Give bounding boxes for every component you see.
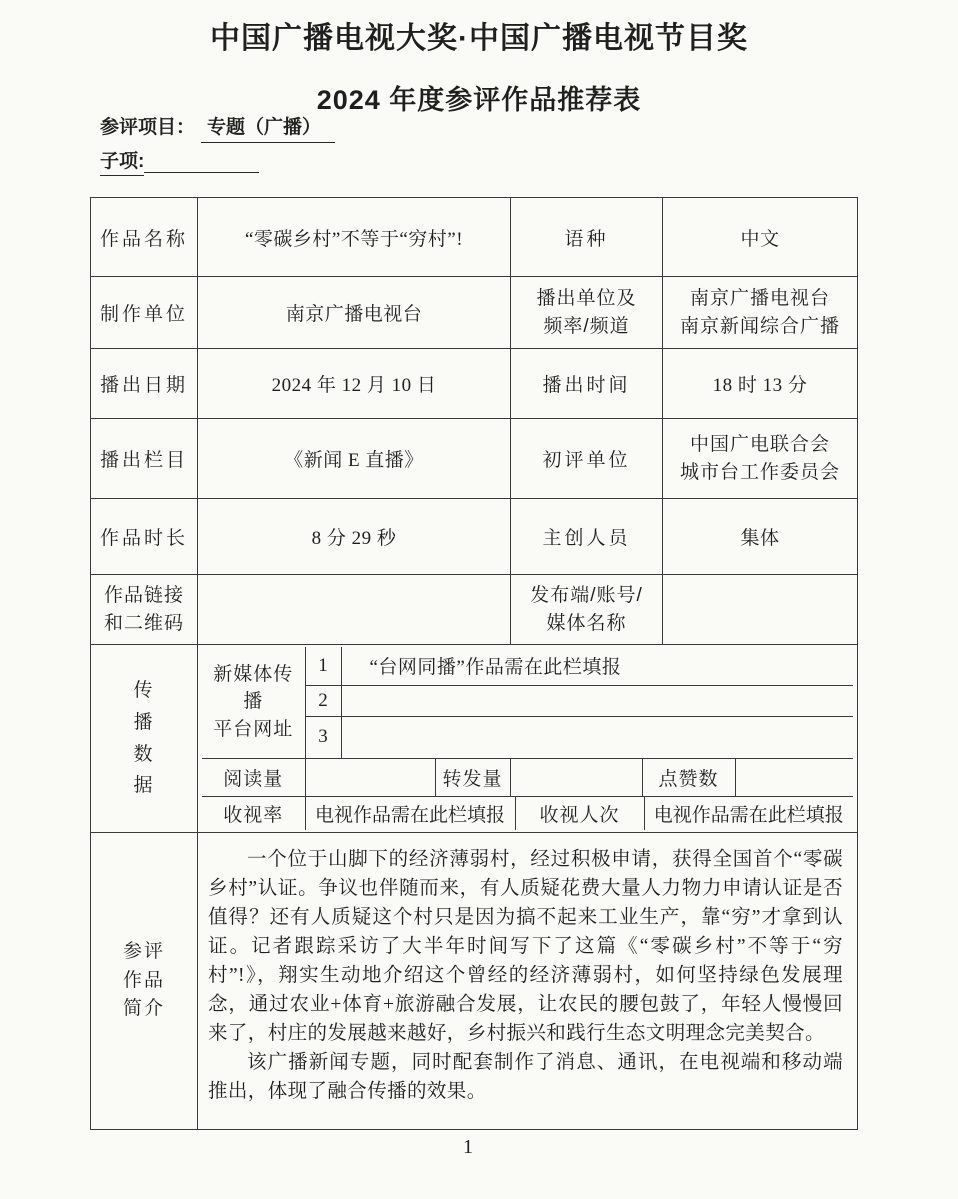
summary-text-cell <box>198 833 858 1130</box>
entry-category-line <box>100 112 335 143</box>
publish-account-label-line1: 发布端/账号/ <box>530 584 643 606</box>
creators-value: 集体 <box>663 499 858 575</box>
metrics-row <box>202 759 853 797</box>
page-number: 1 <box>463 1136 473 1158</box>
work-link-value <box>198 575 511 645</box>
url-row-1-value: “台网同播”作品需在此栏填报 <box>341 647 853 685</box>
forward-count-label: 转发量 <box>435 759 510 797</box>
broadcast-unit-label-line2: 频率/频道 <box>543 315 630 337</box>
broadcast-unit-value-line1: 南京广播电视台 <box>689 287 830 309</box>
read-count-label: 阅读量 <box>202 759 305 797</box>
summary-paragraph-1: 一个位于山脚下的经济薄弱村，经过积极申请，获得全国首个“零碳乡村”认证。争议也伴随而来，有人质疑花费大量人力物力申请认证是否值得？还有人质疑这个村只是因为搞不起来工业生产，靠“穷”才拿到认证。记者跟踪采访了大半年时间写下了这篇《“零碳乡村”不等于“穷村”!》，翔实生动地介绍这个曾经的经济薄弱村，如何坚持绿色发展理念，通过农业+体育+旅游融合发展，让农民的腰包鼓了，年轻人慢慢回来了，村庄的发展越来越好，乡村振兴和践行生态文明理念完美契合。 <box>208 849 843 1044</box>
url-row-2-number: 2 <box>305 685 341 716</box>
new-media-url-label <box>202 647 305 758</box>
summary-section-label: 参评作品简介 <box>91 833 198 1130</box>
language-value: 中文 <box>663 198 858 277</box>
subitem-line <box>100 146 259 173</box>
url-row-1 <box>202 647 853 685</box>
entry-category-value: 专题（广播） <box>201 112 335 143</box>
row-work-title <box>91 198 858 277</box>
broadcast-unit-value-line2: 南京新闻综合广播 <box>679 315 840 337</box>
broadcast-unit-label-line1: 播出单位及 <box>536 287 637 309</box>
work-link-label-line2: 和二维码 <box>103 612 184 634</box>
publish-account-label-line2: 媒体名称 <box>546 612 627 634</box>
program-label: 播出栏目 <box>91 419 198 499</box>
publish-account-label <box>511 575 663 645</box>
initial-review-value-line2: 城市台工作委员会 <box>679 461 840 483</box>
initial-review-value <box>663 419 858 499</box>
spread-data-section-label: 传播数据 <box>91 645 198 833</box>
audience-label: 收视人次 <box>515 797 644 830</box>
form-title-line2: 2024 年度参评作品推荐表 <box>316 85 642 115</box>
initial-review-value-line1: 中国广电联合会 <box>689 433 830 455</box>
rating-row <box>202 797 853 830</box>
work-title-value: “零碳乡村”不等于“穷村”! <box>198 198 511 277</box>
audience-value: 电视作品需在此栏填报 <box>653 805 844 826</box>
forward-count-value <box>510 759 642 797</box>
rating-value: 电视作品需在此栏填报 <box>305 797 515 830</box>
creators-label: 主创人员 <box>511 499 663 575</box>
row-program <box>91 419 858 499</box>
air-time-label: 播出时间 <box>511 349 663 419</box>
work-title-label: 作品名称 <box>91 198 198 277</box>
air-date-label: 播出日期 <box>91 349 198 419</box>
row-air-date <box>91 349 858 419</box>
row-duration <box>91 499 858 575</box>
duration-label: 作品时长 <box>91 499 198 575</box>
publish-account-value <box>663 575 858 645</box>
metrics-table <box>202 759 853 798</box>
url-row-3-value <box>341 716 853 758</box>
form-title-line1: 中国广播电视大奖·中国广播电视节目奖 <box>210 22 748 55</box>
work-link-label-line1: 作品链接 <box>103 584 184 606</box>
row-producer <box>91 277 858 349</box>
rating-label: 收视率 <box>202 797 305 830</box>
language-label: 语种 <box>511 198 663 277</box>
producer-label: 制作单位 <box>91 277 198 349</box>
spread-data-section-body <box>198 645 858 833</box>
duration-value: 8 分 29 秒 <box>198 499 511 575</box>
subitem-label: 子项: <box>100 151 144 176</box>
row-spread-data <box>91 645 858 833</box>
like-count-value <box>735 759 853 797</box>
like-count-label: 点赞数 <box>642 759 735 797</box>
broadcast-unit-value <box>663 277 858 349</box>
url-row-2-value <box>341 685 853 716</box>
air-date-value: 2024 年 12 月 10 日 <box>198 349 511 419</box>
program-value: 《新闻 E 直播》 <box>198 419 511 499</box>
air-time-value: 18 时 13 分 <box>663 349 858 419</box>
entry-category-label: 参评项目： <box>100 117 196 138</box>
producer-value: 南京广播电视台 <box>198 277 511 349</box>
broadcast-unit-label <box>511 277 663 349</box>
url-row-3-number: 3 <box>305 716 341 758</box>
summary-paragraph-2: 该广播新闻专题，同时配套制作了消息、通讯，在电视端和移动端推出，体现了融合传播的效果。 <box>208 1052 843 1102</box>
new-media-url-label-line1: 新媒体传播 <box>213 663 294 713</box>
recommendation-table <box>90 197 858 1130</box>
new-media-url-label-line2: 平台网址 <box>213 719 294 741</box>
work-link-label <box>91 575 198 645</box>
new-media-url-table <box>202 647 853 759</box>
initial-review-label: 初评单位 <box>511 419 663 499</box>
subitem-blank-value <box>144 153 259 173</box>
rating-table <box>202 797 853 830</box>
read-count-value <box>305 759 435 797</box>
row-summary <box>91 833 858 1130</box>
url-row-1-number: 1 <box>305 647 341 685</box>
row-link-qrcode <box>91 575 858 645</box>
